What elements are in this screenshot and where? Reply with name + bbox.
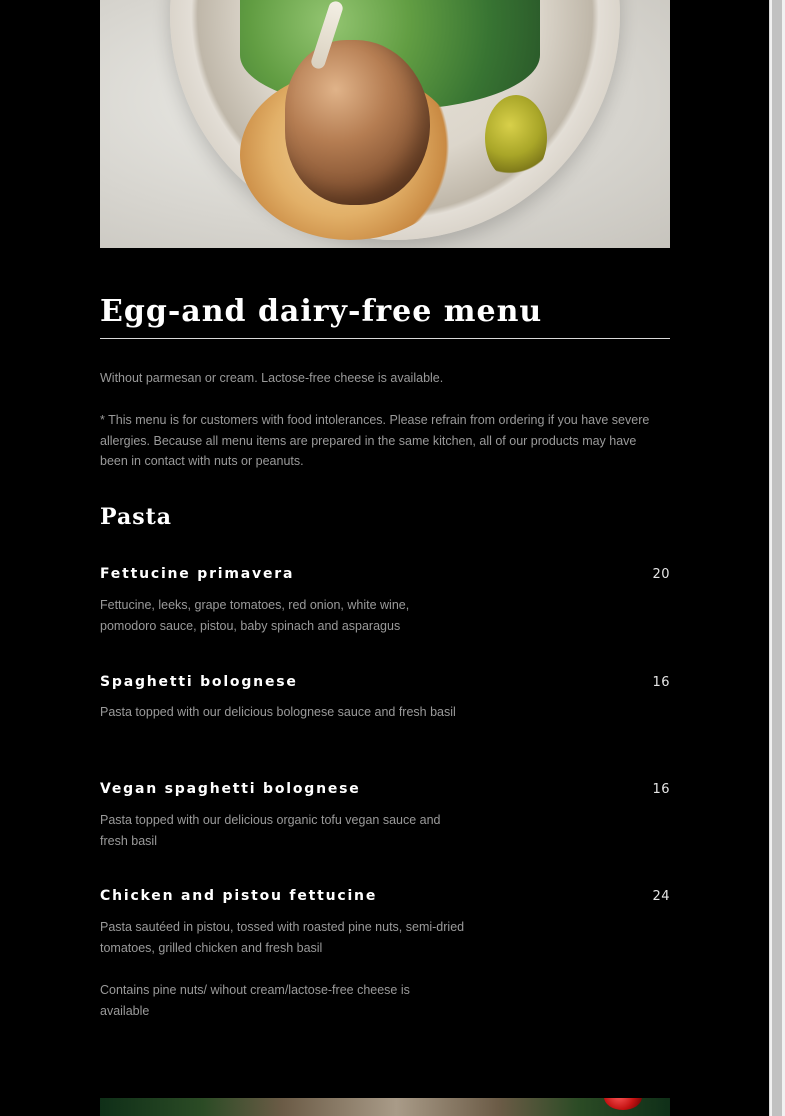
menu-title: Egg-and dairy-free menu: [100, 294, 543, 329]
scrollbar-thumb[interactable]: [772, 0, 782, 1116]
section-title-pasta: Pasta: [100, 504, 173, 530]
menu-item-name: Chicken and pistou fettucine: [100, 888, 378, 904]
menu-item-description: Pasta topped with our delicious bolognese sauce and fresh basil: [100, 705, 456, 719]
menu-note-1: Without parmesan or cream. Lactose-free cheese is available.: [100, 371, 444, 385]
bottom-food-photo: [100, 1098, 670, 1116]
relish: [485, 95, 547, 181]
menu-item-description: Pasta topped with our delicious organic tofu vegan sauce and fresh basil: [100, 813, 441, 848]
scrollbar[interactable]: [769, 0, 785, 1116]
menu-item-price: 16: [652, 782, 670, 797]
tomato: [604, 1098, 642, 1110]
hero-food-photo: [100, 0, 670, 248]
menu-item-price: 20: [652, 567, 670, 582]
menu-item-name: Vegan spaghetti bolognese: [100, 781, 361, 797]
duck-leg: [285, 40, 430, 205]
menu-item-price: 24: [652, 889, 670, 904]
menu-item-note: Contains pine nuts/ wihout cream/lactose-free cheese is available: [100, 983, 410, 1018]
menu-item-description: Fettucine, leeks, grape tomatoes, red onion, white wine, pomodoro sauce, pistou, baby spinach and asparagus: [100, 598, 410, 633]
menu-item-description: Pasta sautéed in pistou, tossed with roasted pine nuts, semi-dried tomatoes, grilled chicken and fresh basil: [100, 920, 465, 955]
title-divider: [100, 338, 670, 339]
menu-item-name: Spaghetti bolognese: [100, 674, 298, 690]
menu-item-name: Fettucine primavera: [100, 566, 295, 582]
menu-note-2: * This menu is for customers with food intolerances. Please refrain from ordering if you have severe allergies. Because all menu items are prepared in the same kitchen, all of our products may have been in contact with nuts or peanuts.: [100, 413, 650, 468]
menu-item-price: 16: [652, 675, 670, 690]
